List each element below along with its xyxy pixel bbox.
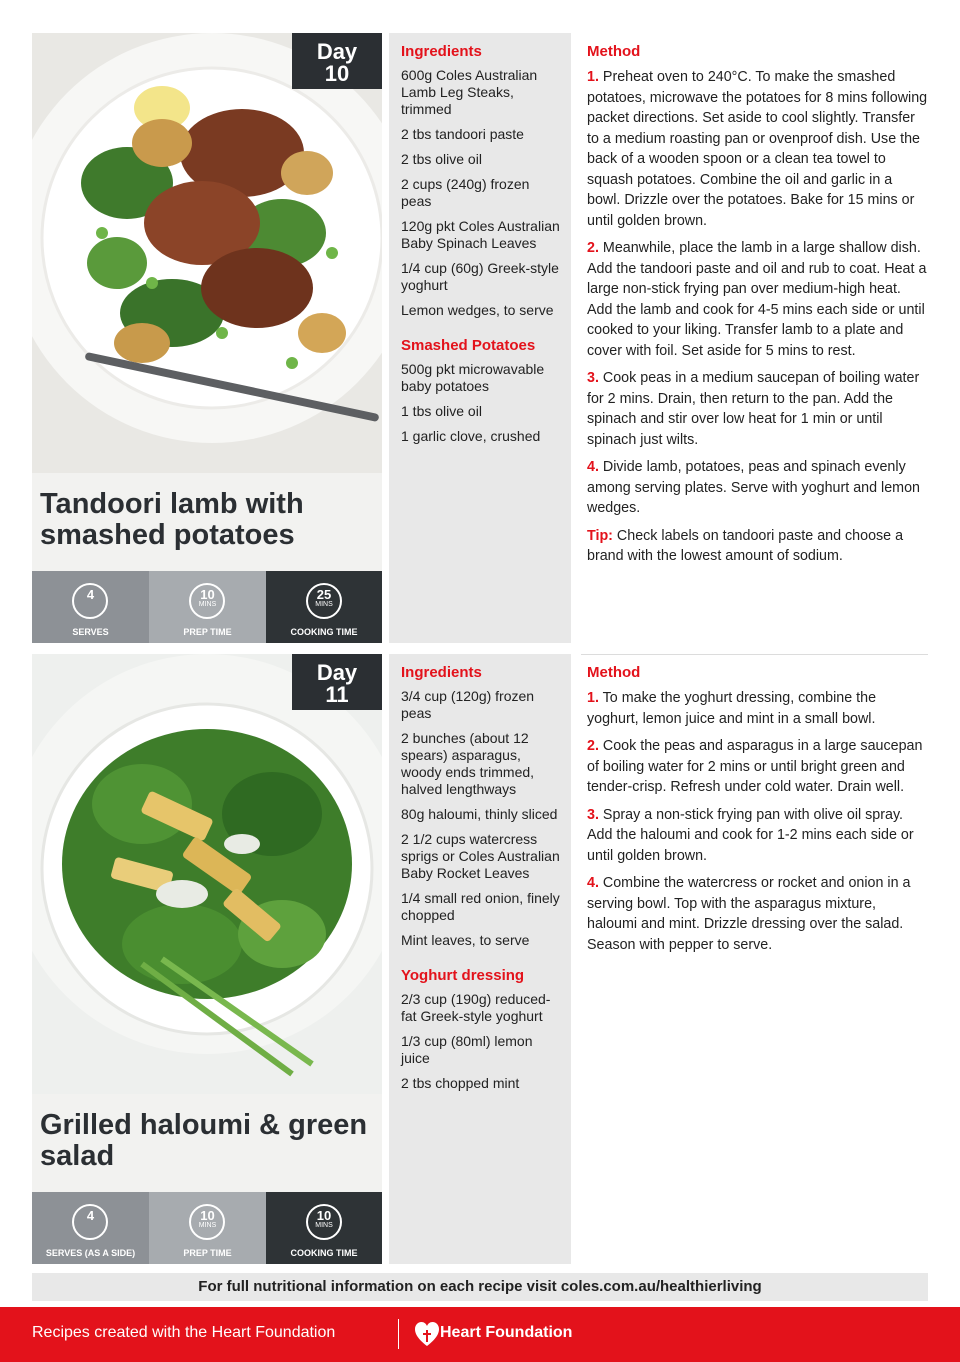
stat-prep-time bbox=[149, 571, 266, 643]
recipe-stats bbox=[32, 571, 382, 643]
stat-serves bbox=[32, 1192, 149, 1264]
day-badge bbox=[292, 33, 382, 89]
ingredient-item: 80g haloumi, thinly sliced bbox=[401, 806, 558, 822]
step-text: Meanwhile, place the lamb in a large shallow dish. Add the tandoori paste and oil and rub to coat. Heat a large non-stick frying pan over medium-high heat. Add the lamb and cook for 4-5 mins each side or until cooked to your liking. Transfer lamb to a plate and cover with foil. Set aside for 5 mins to rest. bbox=[587, 240, 927, 359]
yoghurt-dressing-heading: Yoghurt dressing bbox=[401, 967, 525, 984]
ingredient-item: 1/4 small red onion, finely chopped bbox=[401, 890, 560, 923]
day-number: 11 bbox=[325, 682, 349, 707]
day-badge bbox=[292, 654, 382, 710]
serves-value: 4 bbox=[86, 1208, 95, 1223]
step-number: 1. bbox=[587, 69, 599, 85]
step-text: Spray a non-stick frying pan with olive oil spray. Add the haloumi and cook for 1-2 mins each side or until golden brown. bbox=[587, 806, 914, 864]
stat-serves bbox=[32, 571, 149, 643]
method-step bbox=[587, 805, 928, 867]
ingredient-item: 600g Coles Australian Lamb Leg Steaks, trimmed bbox=[401, 67, 538, 117]
method-panel bbox=[581, 654, 928, 1264]
ingredient-item: 2 tbs tandoori paste bbox=[401, 126, 524, 142]
prep-time-value: 10 bbox=[200, 1208, 215, 1223]
recipe-hero bbox=[32, 654, 382, 1264]
ingredient-item: 1/3 cup (80ml) lemon juice bbox=[401, 1033, 533, 1066]
cooking-time-value: 10 bbox=[316, 1208, 332, 1223]
recipe-title: Grilled haloumi & green salad bbox=[40, 1109, 368, 1172]
ingredient-item: 120g pkt Coles Australian Baby Spinach Leaves bbox=[401, 218, 560, 251]
day-label: Day bbox=[316, 39, 358, 64]
ingredient-item: 1 tbs olive oil bbox=[401, 403, 482, 419]
recipe-hero bbox=[32, 33, 382, 643]
tandoori-lamb-photo bbox=[32, 33, 382, 473]
prep-time-unit: MINS bbox=[198, 601, 217, 608]
day-number: 10 bbox=[324, 61, 350, 86]
method-heading: Method bbox=[587, 43, 641, 60]
step-text: Cook peas in a medium saucepan of boiling water for 2 mins. Drain, then return to the pan. Add the spinach and stir over low heat for 1 min or until spinach just wilts. bbox=[587, 370, 920, 448]
ingredient-item: 2 tbs olive oil bbox=[401, 151, 482, 167]
method-panel bbox=[581, 33, 928, 643]
ingredients-panel bbox=[389, 654, 571, 1264]
prep-time-label: PREP TIME bbox=[183, 627, 232, 637]
ingredient-item: Mint leaves, to serve bbox=[401, 932, 530, 948]
stat-cooking-time bbox=[266, 1192, 382, 1264]
stat-cooking-time bbox=[266, 571, 382, 643]
prep-time-label: PREP TIME bbox=[183, 1248, 232, 1258]
ingredient-item: 1/4 cup (60g) Greek-style yoghurt bbox=[401, 260, 559, 293]
partner-footer bbox=[0, 1307, 960, 1362]
recipe-card-day-11 bbox=[32, 654, 928, 1264]
cooking-time-value: 25 bbox=[316, 587, 332, 602]
footer-divider bbox=[398, 1319, 399, 1349]
ingredient-item: 2 bunches (about 12 spears) asparagus, woody ends trimmed, halved lengthways bbox=[401, 730, 535, 797]
ingredients-heading: Ingredients bbox=[401, 43, 482, 60]
ingredient-item: 2 tbs chopped mint bbox=[401, 1075, 520, 1091]
partner-name: Heart Foundation bbox=[440, 1324, 573, 1341]
divider bbox=[581, 654, 928, 655]
cooking-time-unit: MINS bbox=[315, 1222, 333, 1229]
recipe-card-day-10 bbox=[32, 33, 928, 643]
ingredient-item: Lemon wedges, to serve bbox=[401, 302, 554, 318]
haloumi-salad-photo bbox=[32, 654, 382, 1094]
day-label: Day bbox=[316, 660, 358, 685]
ingredient-item: 2 1/2 cups watercress sprigs or Coles Australian Baby Rocket Leaves bbox=[401, 831, 560, 881]
ingredient-item: 500g pkt microwavable baby potatoes bbox=[401, 361, 545, 394]
credit-text: Recipes created with the Heart Foundation bbox=[32, 1324, 336, 1341]
ingredient-item: 2/3 cup (190g) reduced-fat Greek-style yoghurt bbox=[401, 991, 551, 1024]
nutrition-info-note: For full nutritional information on each recipe visit coles.com.au/healthierliving bbox=[32, 1273, 928, 1301]
step-text: Cook the peas and asparagus in a large saucepan of boiling water for 2 mins or until bright green and tender-crisp. Refresh under cold water. Drain well. bbox=[587, 738, 923, 795]
step-number: 4. bbox=[587, 875, 599, 891]
method-step bbox=[587, 238, 928, 361]
method-step bbox=[587, 67, 928, 231]
step-text: Preheat oven to 240°C. To make the smashed potatoes, microwave the potatoes for 8 mins following packet directions. Set aside to cool slightly. Transfer to a medium roasting pan or ovenproof dish. Use the back of a wooden spoon or a clean tea towel to squash potatoes. Combine the oil and garlic in a bowl. Drizzle over the potatoes. Bake for 15 mins or until golden brown. bbox=[587, 69, 928, 229]
ingredient-item: 2 cups (240g) frozen peas bbox=[401, 176, 530, 209]
prep-time-value: 10 bbox=[200, 587, 215, 602]
step-number: 3. bbox=[587, 806, 599, 823]
ingredient-item: 1 garlic clove, crushed bbox=[401, 428, 541, 444]
step-text: Divide lamb, potatoes, peas and spinach evenly among serving plates. Serve with yoghurt and lemon wedges. bbox=[587, 459, 920, 516]
step-text: To make the yoghurt dressing, combine the yoghurt, lemon juice and mint in a small bowl. bbox=[587, 690, 877, 727]
method-heading: Method bbox=[587, 664, 641, 681]
serves-value: 4 bbox=[86, 587, 95, 602]
recipe-title: Tandoori lamb with smashed potatoes bbox=[40, 488, 304, 551]
step-number: 4. bbox=[587, 459, 599, 475]
method-step bbox=[587, 736, 928, 798]
dish-photo bbox=[32, 33, 382, 473]
dish-photo bbox=[32, 654, 382, 1094]
step-number: 3. bbox=[587, 370, 599, 386]
cooking-time-unit: MINS bbox=[315, 601, 333, 608]
cooking-time-label: COOKING TIME bbox=[290, 1248, 358, 1258]
ingredients-heading: Ingredients bbox=[401, 664, 482, 681]
step-text: Combine the watercress or rocket and onion in a serving bowl. Top with the asparagus mixture, haloumi and mint. Drizzle dressing over the salad. Season with pepper to serve. bbox=[587, 875, 911, 953]
serves-label: SERVES bbox=[72, 627, 109, 637]
tip-label: Tip: bbox=[587, 527, 613, 544]
method-step bbox=[587, 873, 928, 955]
method-step bbox=[587, 457, 928, 519]
tip-text: Check labels on tandoori paste and choose a brand with the lowest amount of sodium. bbox=[587, 527, 904, 564]
method-step bbox=[587, 688, 928, 729]
step-number: 1. bbox=[587, 690, 599, 706]
cooking-time-label: COOKING TIME bbox=[290, 627, 358, 637]
prep-time-unit: MINS bbox=[198, 1222, 217, 1229]
ingredients-panel bbox=[389, 33, 571, 643]
step-number: 2. bbox=[587, 240, 599, 256]
serves-label: SERVES (AS A SIDE) bbox=[45, 1248, 136, 1258]
step-number: 2. bbox=[587, 738, 599, 754]
recipe-stats bbox=[32, 1192, 382, 1264]
ingredient-item: 3/4 cup (120g) frozen peas bbox=[401, 688, 535, 721]
heart-foundation-logo bbox=[414, 1320, 440, 1348]
stat-prep-time bbox=[149, 1192, 266, 1264]
smashed-potatoes-heading: Smashed Potatoes bbox=[401, 337, 536, 354]
tip bbox=[587, 526, 928, 567]
method-step bbox=[587, 368, 928, 450]
